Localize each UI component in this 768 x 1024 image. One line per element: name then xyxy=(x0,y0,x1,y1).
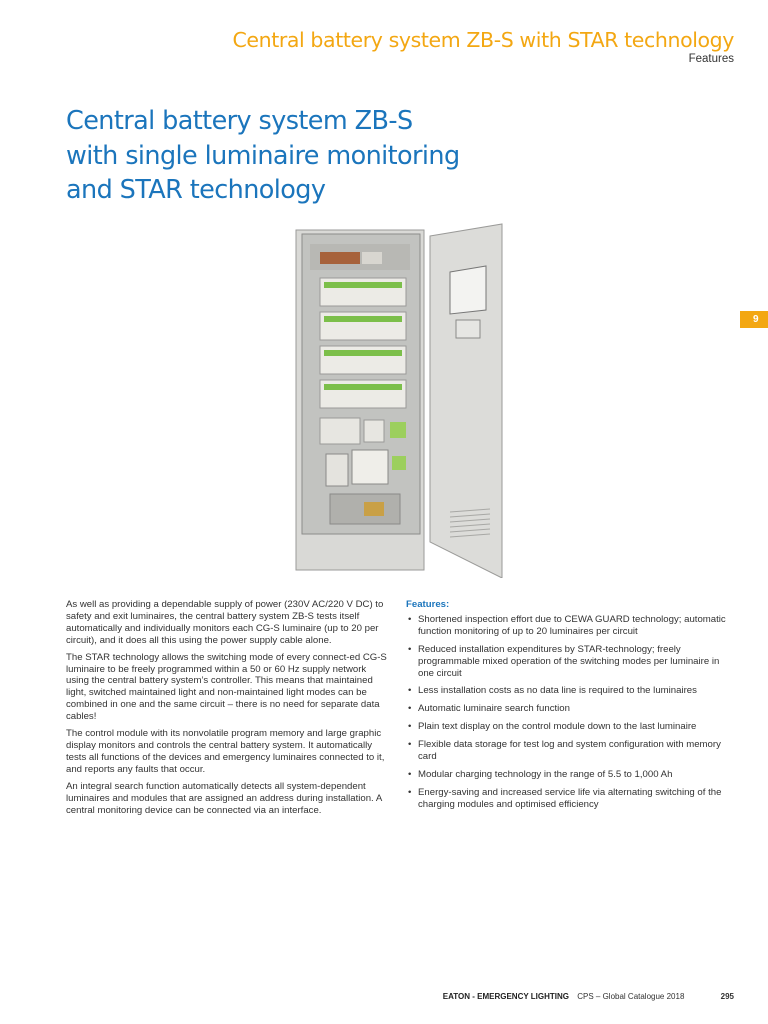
features-heading: Features: xyxy=(406,599,450,610)
feature-item: • Plain text display on the control module down to the last luminaire xyxy=(406,721,736,733)
section-subtitle: Features xyxy=(688,53,734,65)
features-column xyxy=(406,599,736,817)
feature-item: • Modular charging technology in the range of 5.5 to 1,000 Ah xyxy=(406,769,736,781)
body-paragraph: The control module with its nonvolatile program memory and large graphic display monitors and controls the central battery system. It automatically tests all functions of the devices and emergency luminaires connected to it, and reports any faults that occur. xyxy=(66,728,385,775)
feature-item: • Flexible data storage for test log and system configuration with memory card xyxy=(406,739,736,763)
features-list xyxy=(406,614,736,811)
page-number: 295 xyxy=(720,992,734,1001)
body-paragraph: The STAR technology allows the switching mode of every connect-ed CG-S luminaire to be freely programmed within a 50 or 60 Hz supply network using the central battery system’s controller. This means that maintained light, switched maintained light and non-maintained light modes can be combined in one and the same circuit – there is no need for separate data cables! xyxy=(66,651,387,723)
feature-item: • Automatic luminaire search function xyxy=(406,703,736,715)
footer-brand: EATON - EMERGENCY LIGHTING xyxy=(442,992,569,1001)
body-paragraph: As well as providing a dependable supply of power (230V AC/220 V DC) to safety and exit luminaires, the central battery system ZB-S tests itself automatically and individually monitors each CG-S luminaire (up to 20 per circuit), and it does all this using the power supply cable alone. xyxy=(66,599,384,646)
body-paragraph: An integral search function automatically detects all system-dependent luminaires and modules that are assigned an address during installation. A central monitoring device can be connected via an interface. xyxy=(66,780,382,816)
section-title: Central battery system ZB-S with STAR technology xyxy=(232,28,734,52)
feature-item: • Reduced installation expenditures by STAR-technology; freely programmable mixed operation of the switching modes per luminaire in one circuit xyxy=(406,644,736,680)
body-text-column xyxy=(66,599,391,821)
chapter-tab-badge: 9 xyxy=(740,311,768,328)
page-title-line: with single luminaire monitoring xyxy=(66,140,460,171)
product-image-cabinet xyxy=(290,222,514,578)
page-title-line: and STAR technology xyxy=(66,175,326,205)
page-title-line: Central battery system ZB-S xyxy=(66,106,413,136)
page-footer xyxy=(443,992,734,1001)
feature-item: • Energy-saving and increased service life via alternating switching of the charging modules and optimised efficiency xyxy=(406,787,736,811)
feature-item: • Shortened inspection effort due to CEWA GUARD technology; automatic function monitoring of up to 20 luminaires per circuit xyxy=(406,614,736,638)
feature-item: • Less installation costs as no data line is required to the luminaires xyxy=(406,685,736,697)
page-title xyxy=(66,104,460,208)
footer-catalogue: CPS – Global Catalogue 2018 xyxy=(577,992,685,1001)
